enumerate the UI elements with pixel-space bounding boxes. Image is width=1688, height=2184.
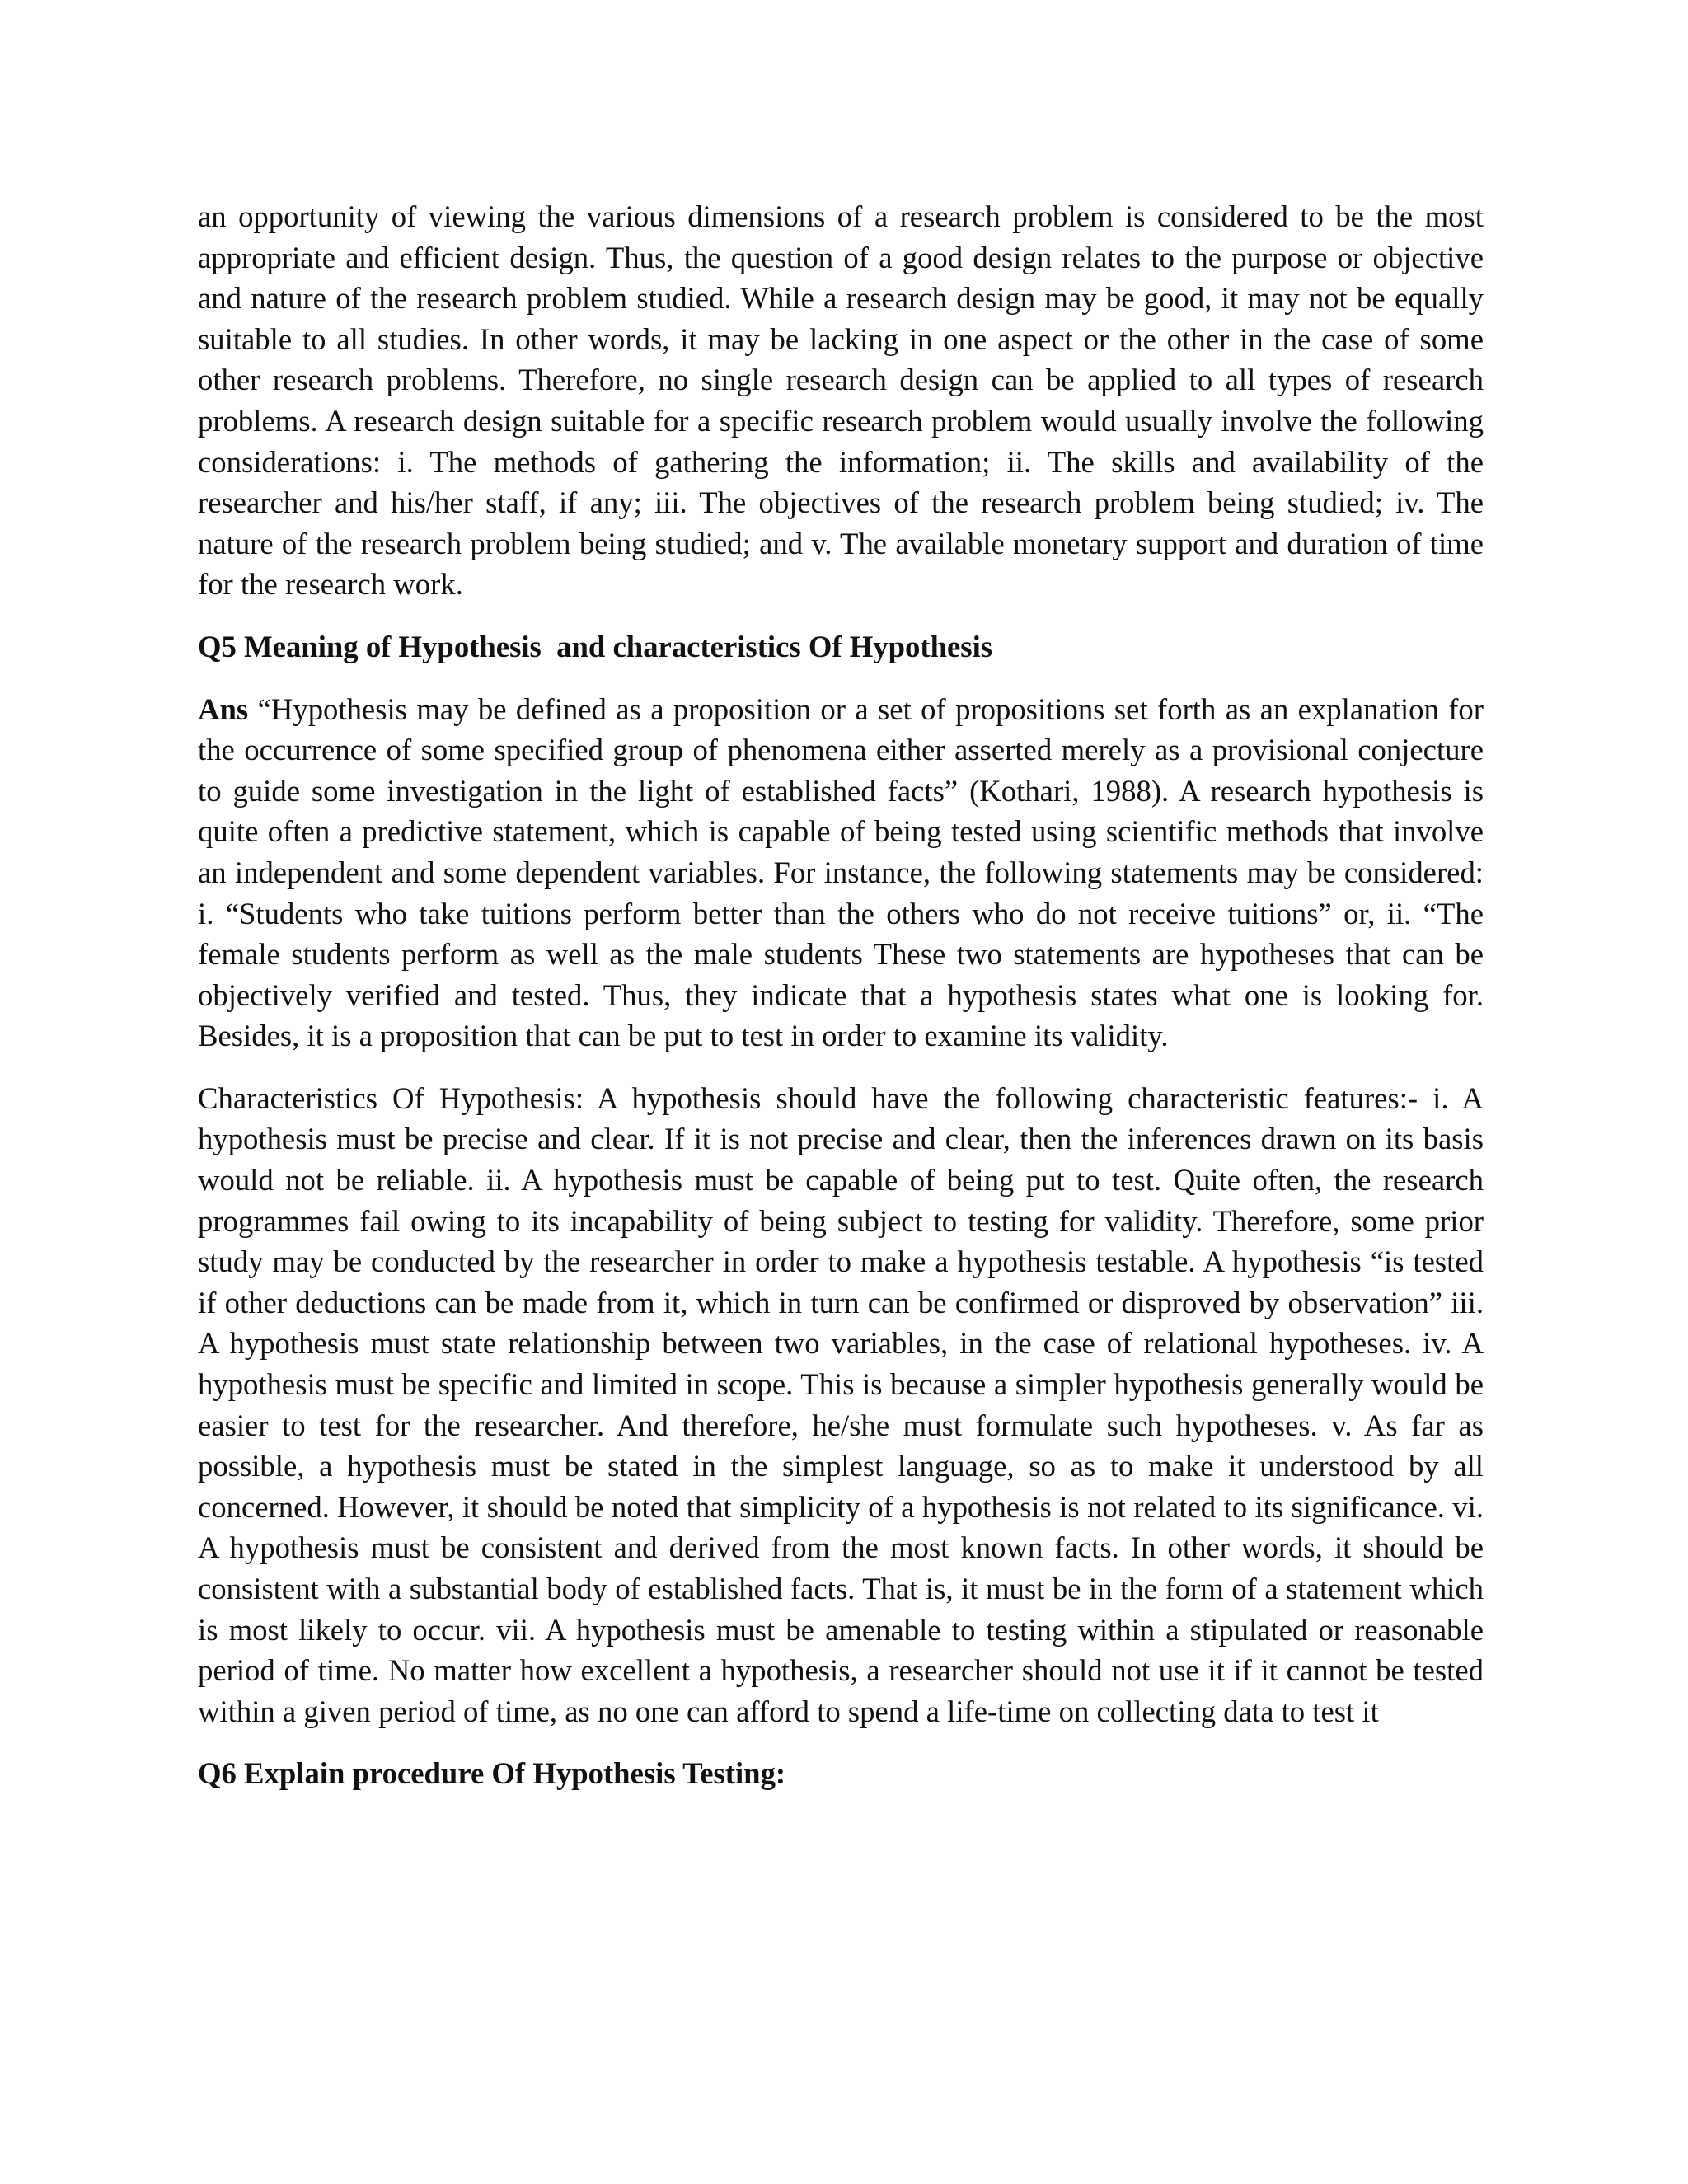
characteristics-paragraph: Characteristics Of Hypothesis: A hypothesis should have the following characteristic features:- i. A hypothesis must be precise and clear. If it is not precise and clear, then the inferences drawn on its basis would not be reliable. ii. A hypothesis must be capable of being put to test. Quite often, the research programmes fail owing to its incapability of being subject to testing for validity. Therefore, some prior study may be conducted by the researcher in order to make a hypothesis testable. A hypothesis “is tested if other deductions can be made from it, which in turn can be confirmed or disproved by observation” iii. A hypothesis must state relationship between two variables, in the case of relational hypotheses. iv. A hypothesis must be specific and limited in scope. This is because a simpler hypothesis generally would be easier to test for the researcher. And therefore, he/she must formulate such hypotheses. v. As far as possible, a hypothesis must be stated in the simplest language, so as to make it understood by all concerned. However, it should be noted that simplicity of a hypothesis is not related to its significance. vi. A hypothesis must be consistent and derived from the most known facts. In other words, it should be consistent with a substantial body of established facts. That is, it must be in the form of a statement which is most likely to occur. vii. A hypothesis must be amenable to testing within a stipulated or reasonable period of time. No matter how excellent a hypothesis, a researcher should not use it if it cannot be tested within a given period of time, as no one can afford to spend a life-time on collecting data to test it	[198, 1080, 1484, 1728]
q5-answer-paragraph	[198, 689, 1484, 1057]
q6-heading: Q6 Explain procedure Of Hypothesis Testing:	[198, 1756, 786, 1791]
document-body	[198, 196, 1484, 1794]
q5-answer-text: “Hypothesis may be defined as a proposition or a set of propositions set forth as an explanation for the occurrence of some specified group of phenomena either asserted merely as a provisional conjecture to guide some investigation in the light of established facts” (Kothari, 1988). A research hypothesis is quite often a predictive statement, which is capable of being tested using scientific methods that involve an independent and some dependent variables. For instance, the following statements may be considered: i. “Students who take tuitions perform better than the others who do not receive tuitions” or, ii. “The female students perform as well as the male students These two statements are hypotheses that can be objectively verified and tested. Thus, they indicate that a hypothesis states what one is looking for. Besides, it is a proposition that can be put to test in order to examine its validity.	[198, 691, 1484, 1053]
answer-lead-label: Ans	[198, 691, 249, 726]
q5-heading: Q5 Meaning of Hypothesis and characteristics Of Hypothesis	[198, 629, 993, 663]
intro-paragraph: an opportunity of viewing the various dimensions of a research problem is considered to be the most appropriate and efficient design. Thus, the question of a good design relates to the purpose or objective and nature of the research problem studied. While a research design may be good, it may not be equally suitable to all studies. In other words, it may be lacking in one aspect or the other in the case of some other research problems. Therefore, no single research design can be applied to all types of research problems. A research design suitable for a specific research problem would usually involve the following considerations: i. The methods of gathering the information; ii. The skills and availability of the researcher and his/her staff, if any; iii. The objectives of the research problem being studied; iv. The nature of the research problem being studied; and v. The available monetary support and duration of time for the research work.	[198, 199, 1484, 602]
